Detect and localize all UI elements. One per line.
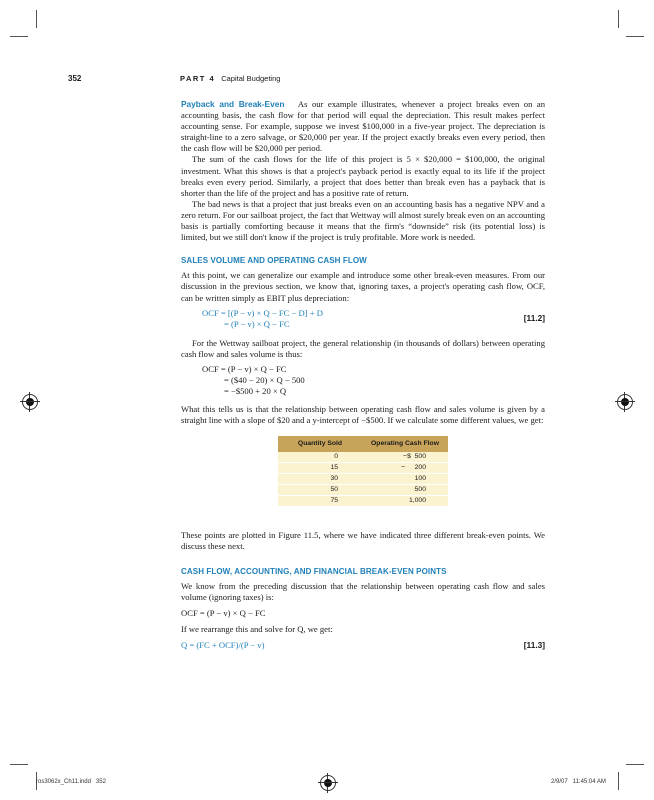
paragraph: If we rearrange this and solve for Q, we get: [181,624,333,635]
paragraph: The sum of the cash flows for the life of this project is 5 × $20,000 = $100,000, the original investment. What this shows is that a project's payback period is exactly equal to its life if the project breaks even every period. Similarly, a project that does better than break even has a payback that is shorter than the life of the project and has a positive rate of return. [181,154,545,198]
paragraph: We know from the preceding discussion that the relationship between operating cash flow and sales volume (ignoring taxes) is: [181,580,545,602]
crop-mark [626,36,644,37]
page-number: 352 [68,74,82,83]
equation-line: Q = (FC + OCF)/(P − v) [181,640,265,651]
runin-heading: Payback and Break-Even [181,99,285,109]
paragraph: Payback and Break-Even As our example illustrates, whenever a project breaks even on an accounting basis, the cash flow for that period will equal the depreciation. This result makes perfect accounting sense. For example, suppose we invest $100,000 in a five-year project. The depreciation is straight-line to a zero salvage, or $20,000 per year. If the project exactly breaks even every period, then the cash flow will be $20,000 per period. [181,99,545,154]
equation [181,308,545,319]
equation-line: OCF = (P − v) × Q − FC [202,363,287,374]
table-header: Quantity Sold [278,436,362,451]
equation-line: OCF = (P − v) × Q − FC [181,608,266,618]
timestamp-slug: 2/9/07 11:45:04 AM [551,779,606,785]
crop-mark [626,764,644,765]
crop-mark [10,36,28,37]
paragraph: What this tells us is that the relationship between operating cash flow and sales volume is given by a straight line with a slope of $20 and a y-intercept of −$500. If we calculate some different values, we get: [181,404,545,426]
paragraph: For the Wettway sailboat project, the general relationship (in thousands of dollars) between operating cash flow and sales volume is thus: [181,337,545,359]
equation-line: = ($40 − 20) × Q − 500 [224,375,305,386]
equation-line: OCF = [(P − v) × Q − FC − D] + D [202,307,323,318]
part-label: PART 4 [180,74,216,83]
table-row: 50 500 [278,484,448,495]
cash-flow-table [278,436,448,506]
equation [181,375,545,386]
paragraph: These points are plotted in Figure 11.5, where we have indicated three different break-even points. We discuss these next. [181,529,545,551]
table-header: Operating Cash Flow [362,436,448,451]
paragraph: The bad news is that a project that just breaks even on an accounting basis has a negative NPV and a zero return. For our sailboat project, the fact that Wettway will almost surely break even on an accounting basis is partially comforting because it means that the firm's “downside” risk (its potential loss) is limited, but we still don't know if the project is truly profitable. More work is needed. [181,198,545,243]
crop-mark [10,764,28,765]
equation [181,608,545,619]
crop-mark [618,10,619,28]
section-heading: SALES VOLUME AND OPERATING CASH FLOW [181,256,367,266]
part-title: Capital Budgeting [221,74,281,83]
registration-mark-icon [617,394,633,410]
crop-mark [36,10,37,28]
main-column [181,99,545,651]
registration-mark-icon [320,775,336,791]
paragraph: At this point, we can generalize our example and introduce some other break-even measures. From our discussion in the previous section, we know that, ignoring taxes, a project's operating cash flow, OCF, can be written simply as EBIT plus depreciation: [181,270,545,303]
equation-line: = (P − v) × Q − FC [224,318,290,329]
table-row: 75 1,000 [278,495,448,506]
table-row: 15 − 200 [278,462,448,473]
running-head [180,74,280,83]
equation-number: [11.2] [523,312,545,323]
equation-line: = −$500 + 20 × Q [224,386,287,397]
equation [181,386,545,397]
equation-number: [11.3] [523,640,545,651]
file-slug: ros3062x_Ch11.indd 352 [36,779,106,785]
equation [181,364,545,375]
table-row: 30 100 [278,473,448,484]
crop-mark [618,772,619,790]
section-heading: CASH FLOW, ACCOUNTING, AND FINANCIAL BREAK-EVEN POINTS [181,566,447,576]
registration-mark-icon [22,394,38,410]
equation [181,640,545,651]
table-row: 0 −$ 500 [278,452,448,463]
